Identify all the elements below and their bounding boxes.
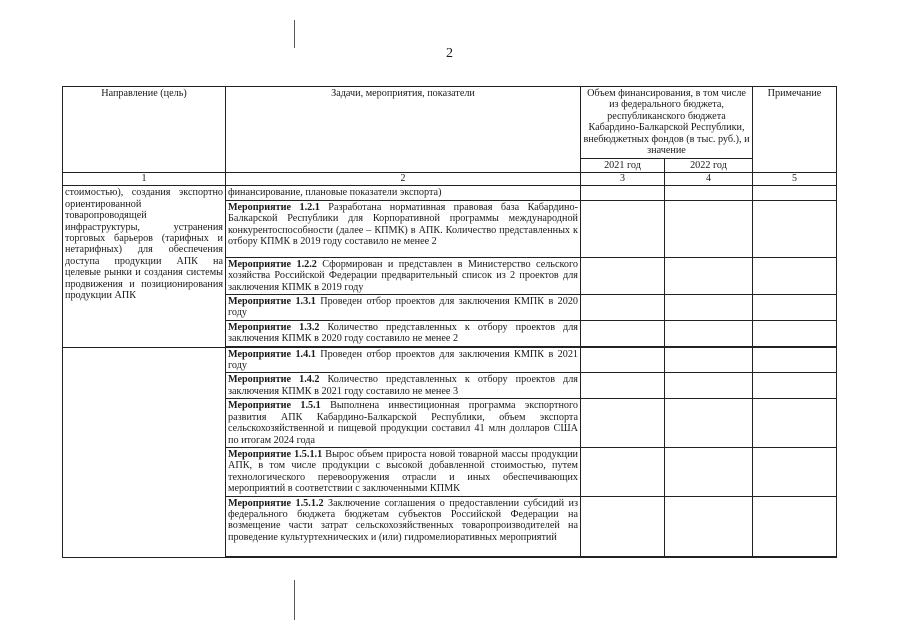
note-cell bbox=[753, 295, 837, 321]
value-2021-cell bbox=[581, 496, 665, 556]
note-cell bbox=[753, 347, 837, 373]
task-cell bbox=[226, 496, 581, 556]
note-cell bbox=[753, 373, 837, 399]
value-2022-cell bbox=[665, 295, 753, 321]
value-2021-cell bbox=[581, 556, 665, 557]
task-cell bbox=[226, 320, 581, 346]
value-2022-cell bbox=[665, 399, 753, 448]
note-cell bbox=[753, 399, 837, 448]
value-2022-cell bbox=[665, 373, 753, 399]
fold-mark-bottom bbox=[294, 580, 295, 620]
value-2022-cell bbox=[665, 200, 753, 257]
task-text: Проведен отбор проектов для заключения КМПК в 2021 году bbox=[228, 348, 579, 372]
task-cell bbox=[226, 295, 581, 321]
header-row bbox=[63, 87, 837, 159]
note-cell bbox=[753, 320, 837, 346]
task-cell bbox=[226, 399, 581, 448]
task-cell bbox=[226, 373, 581, 399]
note-cell bbox=[753, 556, 837, 557]
direction-cell: стоимостью), создания экспортно ориентированной товаропроводящей инфраструктуры, устранения торговых барьеров (тарифных и нетарифных) для обеспечения доступа продукции АПК на целевые рынки и создания системы продвижения и позиционирования продукции АПК bbox=[63, 186, 226, 347]
value-2021-cell bbox=[581, 373, 665, 399]
task-text: Заключение соглашения о предоставлении субсидий из федерального бюджета бюджетам субъектов Российской Федерации на возмещение части затрат сельскохозяйственных товаропроизводителей на проведение культуртехнических и (или) гидромелиоративных мероприятий bbox=[228, 497, 579, 543]
task-text: Проведен отбор проектов для заключения КМПК в 2020 году bbox=[228, 296, 579, 319]
direction-cell-empty bbox=[63, 347, 226, 557]
header-tasks: Задачи, мероприятия, показатели bbox=[226, 87, 581, 173]
value-2022-cell bbox=[665, 320, 753, 346]
note-cell bbox=[753, 200, 837, 257]
column-number: 2 bbox=[226, 173, 581, 186]
value-2022-cell bbox=[665, 257, 753, 294]
column-number: 3 bbox=[581, 173, 665, 186]
header-year-2021: 2021 год bbox=[581, 159, 665, 173]
header-financing: Объем финансирования, в том числе из федерального бюджета, республиканского бюджета Кабардино-Балкарской Республики, внебюджетных фондов (в тыс. руб.), и значение bbox=[581, 87, 753, 159]
task-text: Разработана нормативная правовая база Кабардино-Балкарской Республики для Корпоративной программы международной конкурентоспособности (далее – КПМК) в АПК. Количество представленных к отбору КПМК в 2019 году составило не менее 2 bbox=[228, 201, 578, 248]
header-direction: Направление (цель) bbox=[63, 87, 226, 173]
value-2021-cell bbox=[581, 399, 665, 448]
note-cell bbox=[753, 257, 837, 294]
fold-mark-top bbox=[294, 20, 295, 48]
value-2022-cell bbox=[665, 496, 753, 556]
header-note: Примечание bbox=[753, 87, 837, 173]
task-cell bbox=[226, 447, 581, 496]
column-number: 1 bbox=[63, 173, 226, 186]
table-row bbox=[63, 347, 837, 373]
task-text: Количество представленных к отбору проектов для заключения КПМК в 2021 году составило не менее 3 bbox=[228, 374, 578, 397]
value-2021-cell bbox=[581, 447, 665, 496]
program-table bbox=[62, 86, 837, 558]
task-label: Мероприятие 1.3.2 bbox=[228, 321, 320, 333]
note-cell bbox=[753, 186, 837, 200]
task-text: Вырос объем прироста новой товарной массы продукции АПК, в том числе продукции с высокой добавленной стоимостью, путем технологического перевооружения отрасли и иных обеспечивающих мероприятий в соответствии с заключенными КПМК bbox=[228, 448, 578, 495]
value-2021-cell bbox=[581, 295, 665, 321]
task-cell bbox=[226, 200, 581, 257]
value-2022-cell bbox=[665, 186, 753, 200]
table-row bbox=[63, 186, 837, 200]
task-text: Сформирован и представлен в Министерство сельского хозяйства Российской Федерации предварительный список из 2 проектов для заключения КПМК в 2019 году bbox=[228, 258, 579, 293]
task-label: Мероприятие 1.5.1 bbox=[228, 400, 321, 412]
value-2022-cell bbox=[665, 447, 753, 496]
note-cell bbox=[753, 447, 837, 496]
header-year-2022: 2022 год bbox=[665, 159, 753, 173]
column-number: 5 bbox=[753, 173, 837, 186]
value-2022-cell bbox=[665, 556, 753, 557]
task-text: Количество представленных к отбору проектов для заключения КПМК в 2020 году составило не менее 2 bbox=[228, 321, 578, 345]
value-2021-cell bbox=[581, 186, 665, 200]
value-2021-cell bbox=[581, 257, 665, 294]
task-label: Мероприятие 1.5.1.2 bbox=[228, 497, 324, 509]
task-label: Мероприятие 1.2.2 bbox=[228, 258, 317, 270]
task-label: Мероприятие 1.5.1.1 bbox=[228, 448, 323, 460]
task-label: Мероприятие 1.4.1 bbox=[228, 348, 316, 360]
continuation-cell: финансирование, плановые показатели экспорта) bbox=[226, 186, 581, 200]
value-2022-cell bbox=[665, 347, 753, 373]
value-2021-cell bbox=[581, 347, 665, 373]
value-2021-cell bbox=[581, 200, 665, 257]
column-numbers-row bbox=[63, 173, 837, 186]
value-2021-cell bbox=[581, 320, 665, 346]
page-number: 2 bbox=[446, 46, 453, 61]
task-text: Выполнена инвестиционная программа экспортного развития АПК Кабардино-Балкарской Республики, объем экспорта сельскохозяйственной и пищевой продукции составил 41 млн долларов США по итогам 2024 года bbox=[228, 400, 579, 446]
note-cell bbox=[753, 496, 837, 556]
column-number: 4 bbox=[665, 173, 753, 186]
task-label: Мероприятие 1.3.1 bbox=[228, 296, 316, 308]
task-cell bbox=[226, 347, 581, 373]
task-cell bbox=[226, 556, 581, 557]
task-label: Мероприятие 1.2.1 bbox=[228, 201, 320, 213]
task-cell bbox=[226, 257, 581, 294]
task-label: Мероприятие 1.4.2 bbox=[228, 374, 320, 386]
